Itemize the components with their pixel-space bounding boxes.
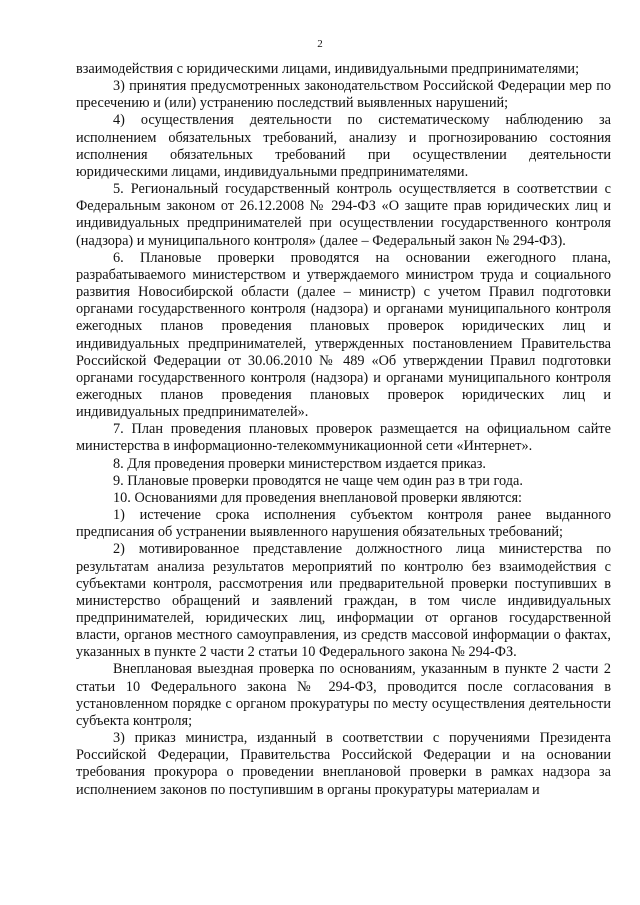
document-body: [76, 61, 611, 799]
paragraph-clause-6: 6. Плановые проверки проводятся на основании ежегодного плана, разрабатываемого министерством и утверждаемого министром труда и социального развития Новосибирской области (далее – министр) с учетом Правил подготовки органами государственного контроля (надзора) и органами муниципального контроля ежегодных планов проведения плановых проверок юридических лиц и индивидуальных предпринимателей, утвержденных постановлением Правительства Российской Федерации от 30.06.2010 № 489 «Об утверждении Правил подготовки органами государственного контроля (надзора) и органами муниципального контроля ежегодных планов проведения плановых проверок юридических лиц и индивидуальных предпринимателей».: [76, 249, 611, 421]
paragraph-clause-7: 7. План проведения плановых проверок размещается на официальном сайте министерства в информационно-телекоммуникационной сети «Интернет».: [76, 421, 611, 455]
paragraph-clause-9: 9. Плановые проверки проводятся не чаще чем один раз в три года.: [113, 472, 523, 489]
paragraph-continuation: взаимодействия с юридическими лицами, индивидуальными предпринимателями;: [76, 61, 580, 77]
paragraph-unscheduled-inspection: Внеплановая выездная проверка по основаниям, указанным в пункте 2 части 2 статьи 10 Федерального закона № 294-ФЗ, проводится после согласования в установленном порядке с органом прокуратуры по месту осуществления деятельности субъекта контроля;: [76, 661, 611, 729]
paragraph-item-3: 3) принятия предусмотренных законодательством Российской Федерации мер по пресечению и (или) устранению последствий выявленных нарушений;: [76, 78, 611, 112]
paragraph-clause-10-item-2: 2) мотивированное представление должностного лица министерства по результатам анализа результатов мероприятий по контролю без взаимодействия с субъектами контроля, рассмотрения или предварительной проверки поступивших в министерство обращений и заявлений граждан, в том числе индивидуальных предпринимателей, юридических лиц, информации от органов государственной власти, органов местного самоуправления, из средств массовой информации о фактах, указанных в пункте 2 части 2 статьи 10 Федерального закона № 294-ФЗ.: [76, 541, 611, 661]
paragraph-clause-10: 10. Основаниями для проведения внеплановой проверки являются:: [113, 489, 523, 506]
paragraph-clause-10-item-1: 1) истечение срока исполнения субъектом контроля ранее выданного предписания об устранении выявленного нарушения обязательных требований;: [76, 507, 611, 541]
paragraph-clause-5: 5. Региональный государственный контроль осуществляется в соответствии с Федеральным законом от 26.12.2008 № 294-ФЗ «О защите прав юридических лиц и индивидуальных предпринимателей при осуществлении государственного контроля (надзора) и муниципального контроля» (далее – Федеральный закон № 294-ФЗ).: [76, 181, 611, 249]
paragraph-item-4: 4) осуществления деятельности по систематическому наблюдению за исполнением обязательных требований, анализу и прогнозированию состояния исполнения обязательных требований при осуществлении деятельности юридическими лицами, индивидуальными предпринимателями.: [76, 112, 611, 180]
page-number: 2: [317, 38, 323, 50]
paragraph-clause-10-item-3: 3) приказ министра, изданный в соответствии с поручениями Президента Российской Федерации, Правительства Российской Федерации и на основании требования прокурора о проведении внеплановой проверки в рамках надзора за исполнением законов по поступившим в органы прокуратуры материалам и: [76, 730, 611, 798]
paragraph-clause-8: 8. Для проведения проверки министерством издается приказ.: [113, 455, 486, 472]
